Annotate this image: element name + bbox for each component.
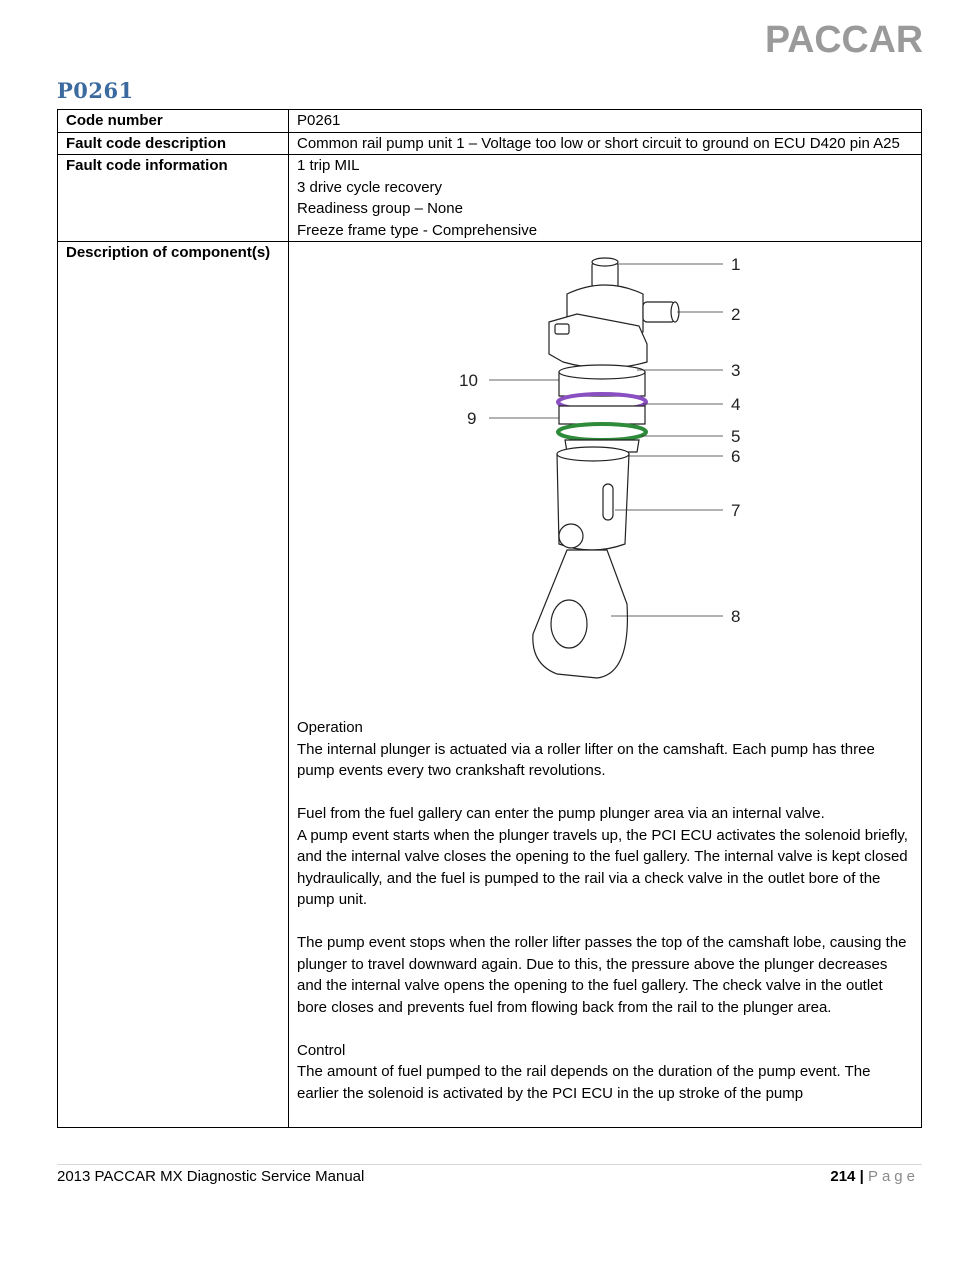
fault-code-title: P0261 (57, 78, 134, 103)
control-paragraph: The amount of fuel pumped to the rail depends on the duration of the pump event. The earlier the solenoid is activated by the PCI ECU in the up stroke of the pump (297, 1063, 871, 1102)
operation-paragraph-3: A pump event starts when the plunger travels up, the PCI ECU activates the solenoid briefly, and the internal valve closes the opening to the fuel gallery. The internal valve is kept closed hydraulically, and the fuel is pumped to the rail via a check valve in the outlet bore of the pump unit. (297, 826, 908, 908)
table-row (58, 132, 922, 155)
callout-4: 4 (731, 395, 741, 414)
table-row (58, 242, 922, 1128)
callout-3: 3 (731, 361, 741, 380)
fault-description-label: Fault code description (58, 132, 289, 155)
info-line-recovery: 3 drive cycle recovery (297, 178, 443, 196)
callout-9: 9 (467, 409, 477, 428)
fault-information-label: Fault code information (58, 155, 289, 242)
table-row (58, 110, 922, 133)
code-number-value: P0261 (289, 110, 922, 133)
operation-paragraph-4: The pump event stops when the roller lifter passes the top of the camshaft lobe, causing the plunger to travel downward again. Due to this, the pressure above the plunger decreases and the internal valve opens the opening to the fuel gallery. The check valve in the outlet bore closes and prevents fuel from flowing back from the rail to the plunger area. (297, 934, 907, 1016)
callout-5: 5 (731, 427, 741, 446)
callout-6: 6 (731, 447, 741, 466)
footer-manual-title: 2013 PACCAR MX Diagnostic Service Manual (57, 1168, 365, 1185)
operation-paragraph-2: Fuel from the fuel gallery can enter the pump plunger area via an internal valve. (297, 805, 825, 822)
callout-1: 1 (731, 255, 741, 274)
code-number-label: Code number (58, 110, 289, 133)
callout-2: 2 (731, 305, 741, 324)
callout-10: 10 (459, 371, 478, 390)
page-number: 214 (830, 1168, 856, 1185)
fault-information-value (289, 155, 922, 242)
footer-page-indicator (830, 1168, 919, 1185)
info-line-readiness: Readiness group – None (297, 200, 463, 217)
operation-heading: Operation (297, 719, 363, 736)
callout-8: 8 (731, 607, 741, 626)
operation-paragraph-1: The internal plunger is actuated via a roller lifter on the camshaft. Each pump has three pump events every two crankshaft revolutions. (297, 740, 875, 779)
component-description-label: Description of component(s) (58, 242, 289, 1128)
fault-code-table (57, 109, 922, 1128)
svg-text:PACCAR: PACCAR (765, 20, 923, 56)
info-line-freeze-frame: Freeze frame type - Comprehensive (297, 221, 538, 239)
callout-7: 7 (731, 501, 741, 520)
component-description-value (289, 242, 922, 1128)
pump-unit-illustration (457, 254, 757, 699)
table-row (58, 155, 922, 242)
info-line-mil: 1 trip MIL (297, 157, 360, 174)
control-heading: Control (297, 1041, 346, 1059)
pump-unit-figure (297, 242, 913, 717)
footer-divider (57, 1164, 922, 1165)
paccar-logo (765, 20, 923, 56)
page-separator: | (859, 1168, 864, 1185)
fault-description-value: Common rail pump unit 1 – Voltage too low or short circuit to ground on ECU D420 pin A25 (289, 132, 922, 155)
page-word: Page (867, 1168, 919, 1185)
